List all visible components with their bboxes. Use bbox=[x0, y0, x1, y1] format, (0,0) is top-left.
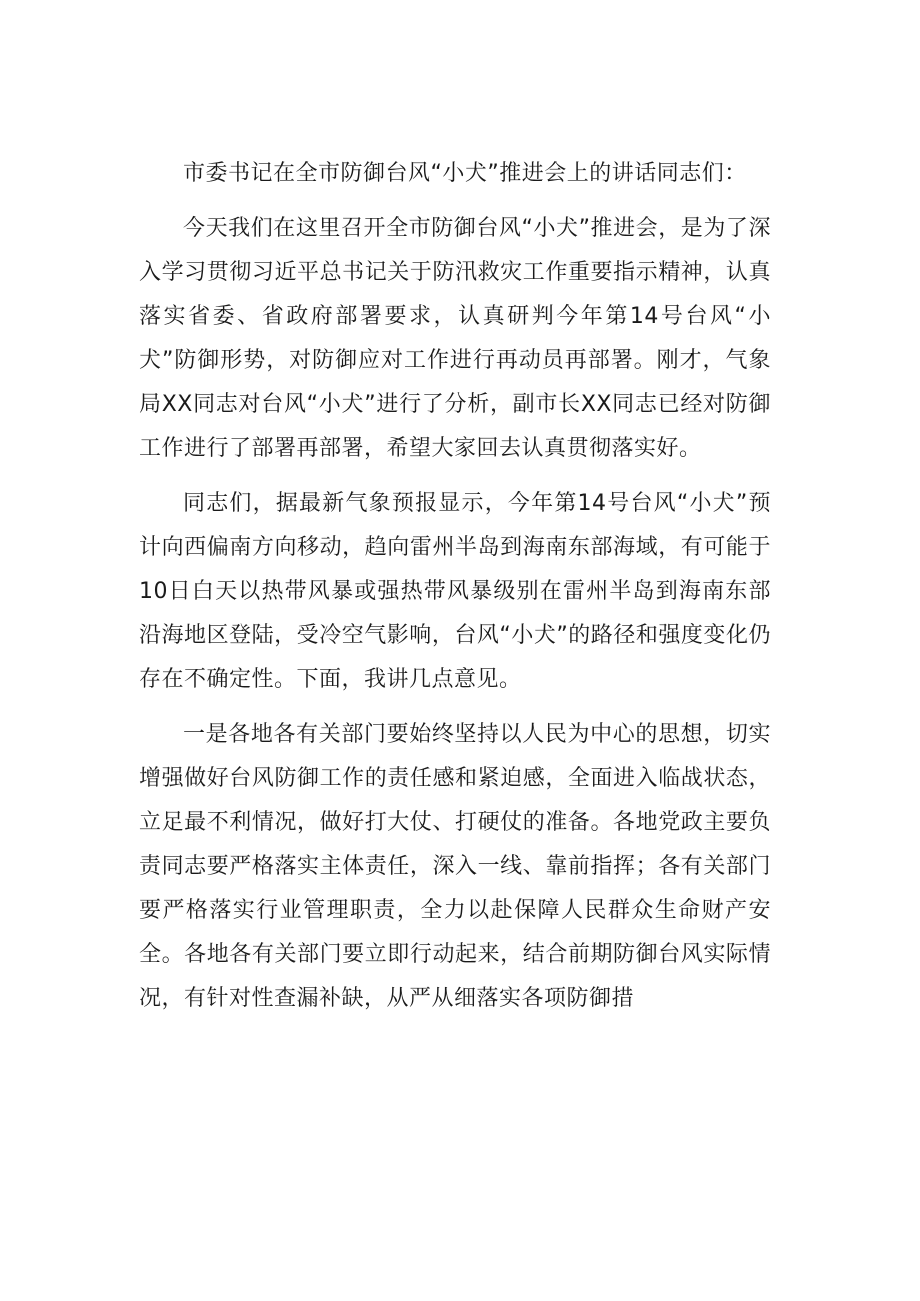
paragraph-opening: 今天我们在这里召开全市防御台风“小犬”推进会，是为了深入学习贯彻习近平总书记关于防汛救灾工作重要指示精神，认真落实省委、省政府部署要求，认真研判今年第14号台风“小犬”防御形势，对防御应对工作进行再动员再部署。刚才，气象局XX同志对台风“小犬”进行了分析，副市长XX同志已经对防御工作进行了部署再部署，希望大家回去认真贯彻落实好。 bbox=[139, 216, 771, 461]
speech-title: 市委书记在全市防御台风“小犬”推进会上的讲话同志们： bbox=[183, 161, 747, 186]
paragraph-point-one: 一是各地各有关部门要始终坚持以人民为中心的思想，切实增强做好台风防御工作的责任感和紧迫感，全面进入临战状态，立足最不利情况，做好打大仗、打硬仗的准备。各地党政主要负责同志要严格落实主体责任，深入一线、靠前指挥；各有关部门要严格落实行业管理职责，全力以赴保障人民群众生命财产安全。各地各有关部门要立即行动起来，结合前期防御台风实际情况，有针对性查漏补缺，从严从细落实各项防御措 bbox=[139, 722, 771, 1011]
document-body bbox=[139, 152, 771, 1032]
paragraph-forecast: 同志们，据最新气象预报显示，今年第14号台风“小犬”预计向西偏南方向移动，趋向雷州半岛到海南东部海域，有可能于10日白天以热带风暴或强热带风暴级别在雷州半岛到海南东部沿海地区登陆，受冷空气影响，台风“小犬”的路径和强度变化仍存在不确定性。下面，我讲几点意见。 bbox=[139, 491, 771, 692]
